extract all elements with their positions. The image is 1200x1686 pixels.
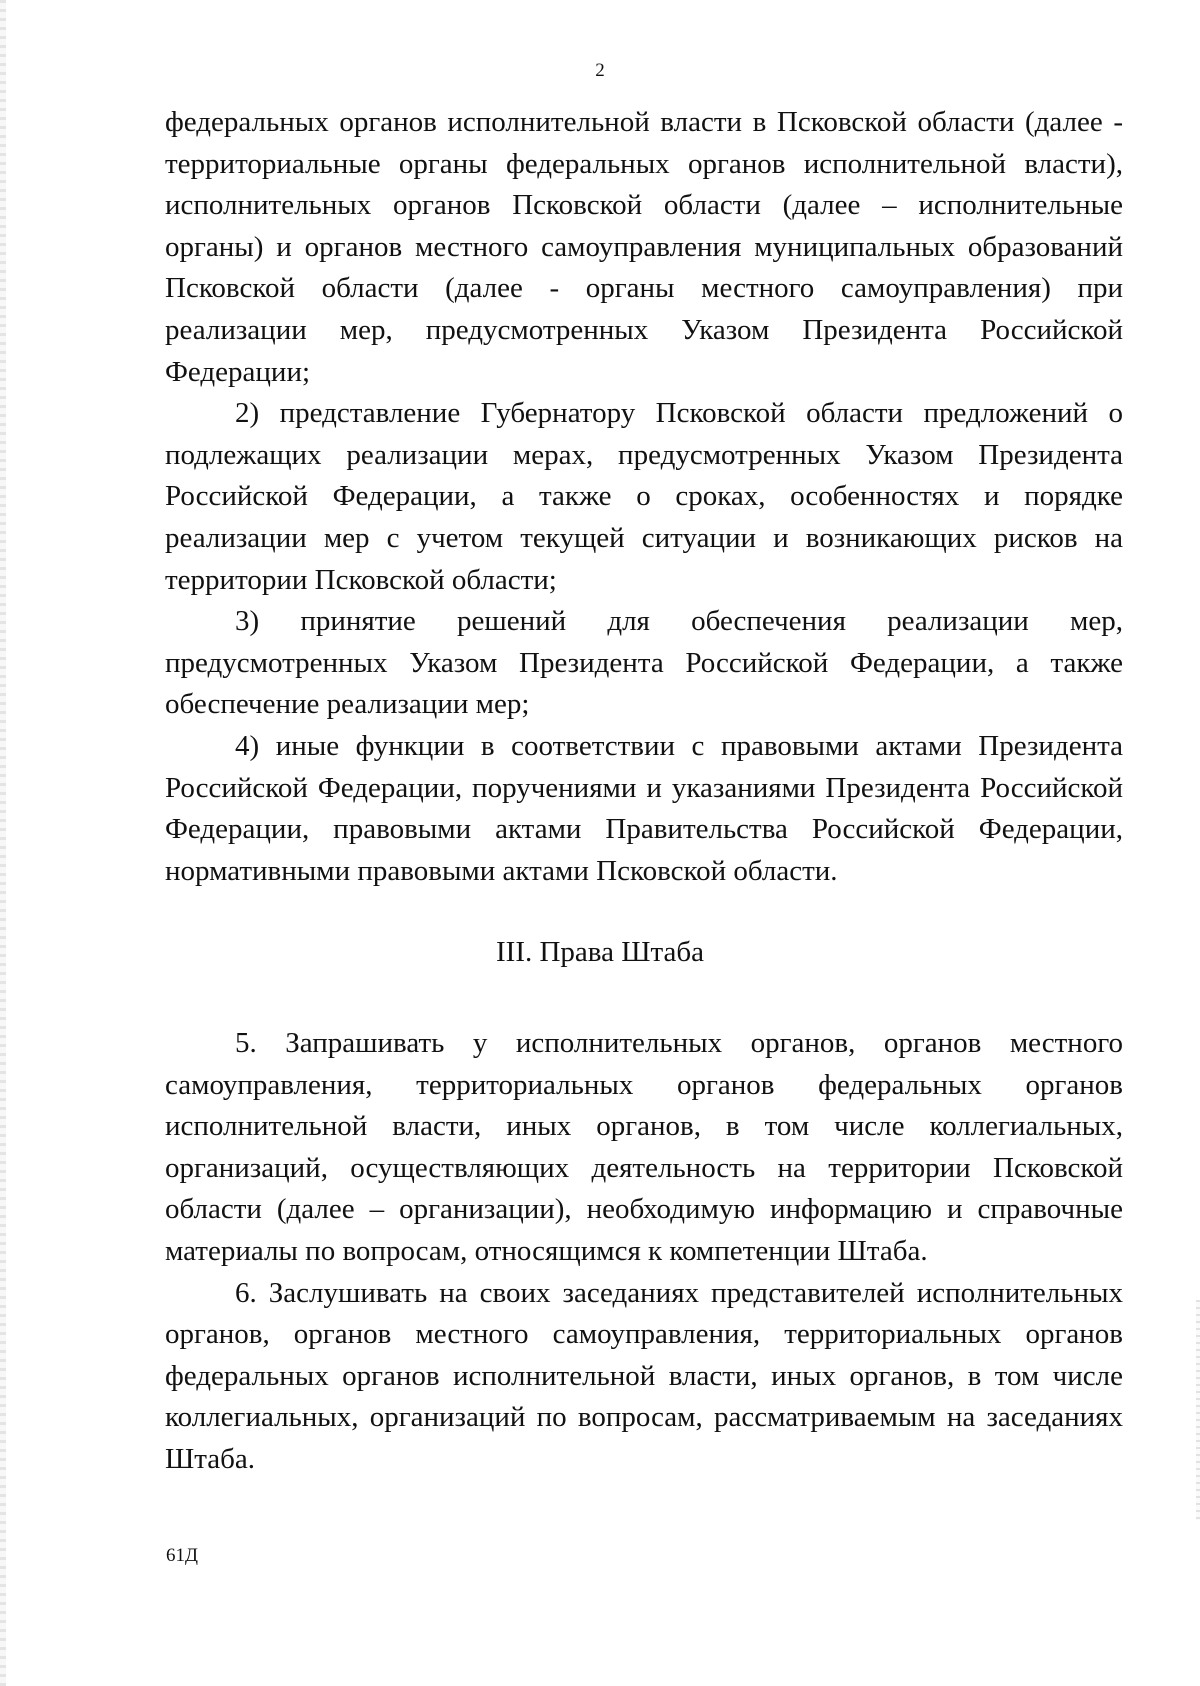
paragraph-item-3: 3) принятие решений для обеспечения реализации мер, предусмотренных Указом Президента Российской Федерации, а также обеспечение реализации мер; <box>165 605 1123 721</box>
paragraph-item-4: 4) иные функции в соответствии с правовыми актами Президента Российской Федерации, поручениями и указаниями Президента Российской Федерации, правовыми актами Правительства Российской Федерации, нормативными правовыми актами Псковской области. <box>165 729 1123 887</box>
body-text-top <box>165 102 1123 892</box>
document-code: 61Д <box>166 1545 198 1566</box>
paragraph-item-5: 5. Запрашивать у исполнительных органов, органов местного самоуправления, территориальных органов федеральных органов исполнительной власти, иных органов, в том числе коллегиальных, организаций, осуществляющих деятельность на территории Псковской области (далее – организации), необходимую информацию и справочные материалы по вопросам, относящимся к компетенции Штаба. <box>165 1027 1123 1267</box>
section-heading: III. Права Штаба <box>496 936 704 968</box>
paragraph-continuation: федеральных органов исполнительной власти в Псковской области (далее - территориальные органы федеральных органов исполнительной власти), исполнительных органов Псковской области (далее – исполнительные органы) и органов местного самоуправления муниципальных образований Псковской области (далее - органы местного самоуправления) при реализации мер, предусмотренных Указом Президента Российской Федерации; <box>165 106 1123 388</box>
scan-edge-left <box>0 0 6 1686</box>
page-number: 2 <box>595 60 605 81</box>
paragraph-item-2: 2) представление Губернатору Псковской области предложений о подлежащих реализации мерах, предусмотренных Указом Президента Российской Федерации, а также о сроках, особенностях и порядке реализации мер с учетом текущей ситуации и возникающих рисков на территории Псковской области; <box>165 397 1123 596</box>
paragraph-item-6: 6. Заслушивать на своих заседаниях представителей исполнительных органов, органов местного самоуправления, территориальных органов федеральных органов исполнительной власти, иных органов, в том числе коллегиальных, организаций по вопросам, рассматриваемым на заседаниях Штаба. <box>165 1276 1123 1475</box>
body-text-bottom <box>165 1023 1123 1481</box>
scan-edge-right <box>1196 1300 1200 1520</box>
